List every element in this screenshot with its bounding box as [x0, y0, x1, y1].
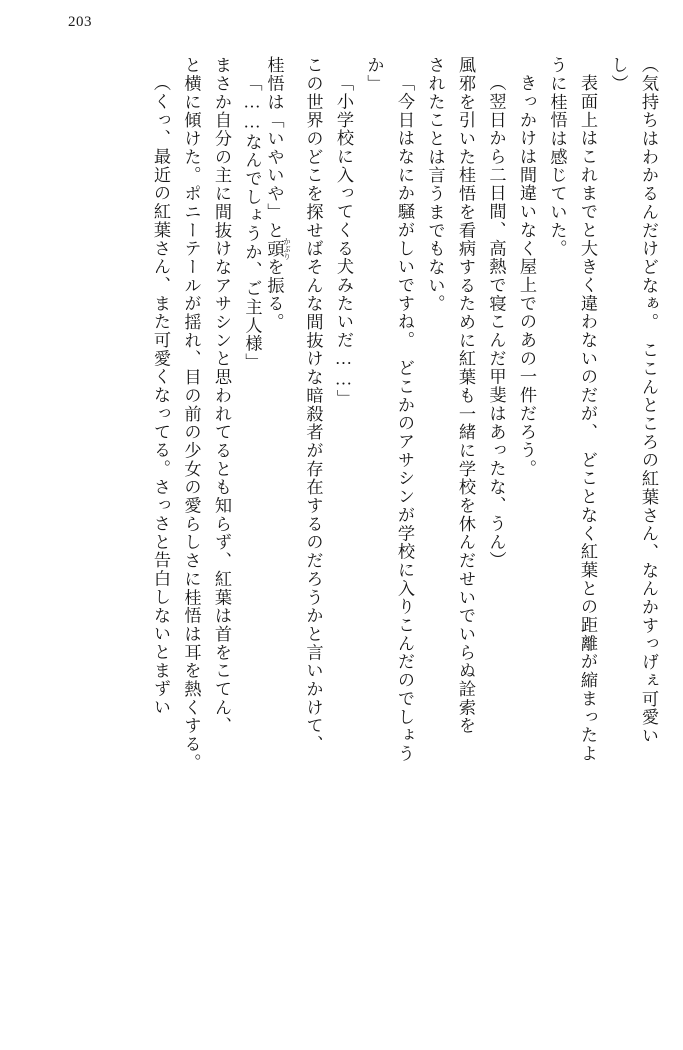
text-column: 風邪を引いた桂悟を看病するために紅葉も一緒に学校を休んだせいでいらぬ詮索を	[456, 56, 475, 735]
text-column: 「小学校に入ってくる犬みたいだ……」	[334, 74, 353, 408]
text-column: と横に傾けた。ポニーテールが揺れ、目の前の少女の愛らしさに桂悟は耳を熱くする。	[181, 56, 201, 772]
text-column: 表面上はこれまでと大きく違わないのだが、 どことなく紅葉との距離が縮まったよ	[578, 74, 597, 763]
text-column: か」	[364, 56, 384, 93]
text-column: うに桂悟は感じていた。	[547, 56, 567, 258]
text-column: 桂悟は「いやいや」と頭 かぶりを振る。	[264, 56, 292, 332]
text-column: し）	[608, 56, 628, 93]
page-number: 203	[68, 14, 92, 30]
text-column: （気持ちはわかるんだけどなぁ。 ここんところの紅葉さん、なんかすっげぇ可愛い	[639, 56, 658, 745]
text-column: （くっ、最近の紅葉さん、また可愛くなってる。さっさと告白しないとまずい	[151, 74, 170, 717]
text-column: この世界のどこを探せばそんな間抜けな暗殺者が存在するのだろうかと言いかけて、	[303, 56, 323, 754]
text-column: 「今日はなにか騒がしいですね。 どこかのアサシンが学校に入りこんだのでしょう	[395, 74, 414, 763]
text-column: されたことは言うまでもない。	[425, 56, 445, 313]
text-column: きっかけは間違いなく屋上でのあの一件だろう。	[517, 74, 536, 478]
ruby-annotation: 頭 かぶり	[264, 237, 292, 260]
text-column: （翌日から二日間、高熱で寝こんだ甲斐はあったな、うん）	[486, 74, 506, 570]
text-column: 「……なんでしょうか、ご主人様」	[242, 74, 262, 372]
text-column: まさか自分の主に間抜けなアサシンと思われてるとも知らず、紅葉は首をこてん、	[212, 56, 231, 735]
vertical-text-body	[28, 56, 657, 1016]
